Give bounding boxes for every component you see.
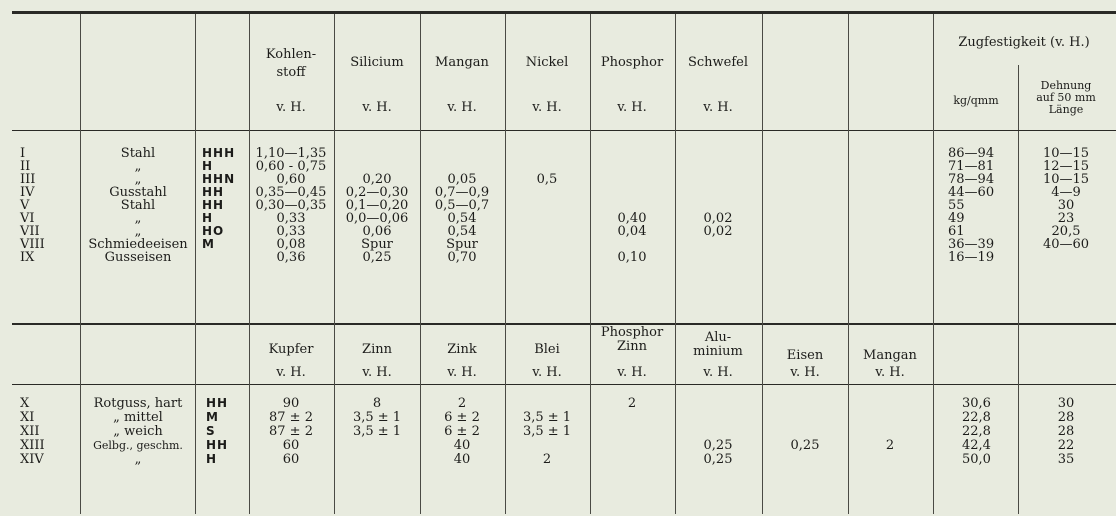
kohlenstoff-value: 1,10—1,35 [255,146,327,161]
header-eisen: Eisen [786,348,824,363]
phosphor-value: 0,40 [617,211,647,226]
header-mangan: Mangan [435,55,489,70]
zink-value: 6 ± 2 [444,410,480,425]
zugfestigkeit-value: 42,4 [962,438,991,453]
top-rule [12,11,1116,14]
row-number: XI [20,410,35,425]
material-name: „ [134,211,142,226]
silicium-value: 0,1—0,20 [345,198,409,213]
header-kohlenstoff: Kohlen- stoff [265,47,317,80]
unit-mangan: v. H. [447,100,477,115]
kohlenstoff-value: 0,36 [276,250,306,265]
aluminium-value: 0,25 [703,452,733,467]
dehnung-value: 35 [1057,452,1075,467]
silicium-value: 0,2—0,30 [345,185,409,200]
row-number: II [20,159,31,174]
unit-kgqmm: kg/qmm [953,94,999,107]
unit-kupfer: v. H. [276,365,306,380]
blei-value: 3,5 ± 1 [522,410,572,425]
silicium-value: Spur [361,237,393,252]
hardness-code: HH [206,438,229,452]
dehnung-value: 23 [1057,211,1075,226]
mangan-value: Spur [446,237,478,252]
kupfer-value: 87 ± 2 [269,424,313,439]
unit-phosphor: v. H. [617,100,647,115]
header2-rule [12,384,1116,385]
hardness-code: HH [202,185,225,199]
col-divider [420,14,421,514]
unit-zinn: v. H. [362,365,392,380]
zugfestigkeit-value: 16—19 [948,250,995,265]
row-number: III [20,172,36,187]
unit-phosphorzinn: v. H. [617,365,647,380]
col-divider [848,14,849,514]
mangan-value: 0,5—0,7 [434,198,490,213]
silicium-value: 0,20 [362,172,392,187]
material-name: Gelbg., geschm. [93,439,183,452]
zink-value: 40 [453,438,471,453]
dehnung-value: 10—15 [1042,172,1090,187]
zinn-value: 8 [372,396,382,411]
col-divider [195,14,196,514]
hardness-code: HHN [202,172,236,186]
row-number: VIII [20,237,45,252]
col-divider [762,14,763,514]
hardness-code: HH [206,396,229,410]
header-mangan2: Mangan [863,348,917,363]
material-name: „ [134,172,142,187]
row-number: XIV [20,452,44,467]
zugfestigkeit-value: 44—60 [948,185,995,200]
unit-eisen: v. H. [790,365,820,380]
phosphor-value: 0,10 [617,250,647,265]
blei-value: 2 [542,452,552,467]
unit-kohlenstoff: v. H. [276,100,306,115]
col-divider [933,14,934,514]
zink-value: 6 ± 2 [444,424,480,439]
zink-value: 40 [453,452,471,467]
material-name: Stahl [120,198,156,213]
material-name: „ [134,224,142,239]
mangan-value: 0,7—0,9 [434,185,490,200]
hardness-code: HH [202,198,225,212]
row-number: XIII [20,438,45,453]
kohlenstoff-value: 0,35—0,45 [255,185,327,200]
hardness-code: H [202,211,214,225]
silicium-value: 0,06 [362,224,392,239]
dehnung-value: 4—9 [1051,185,1081,200]
hardness-code: HHH [202,146,236,160]
header-nickel: Nickel [525,55,569,70]
dehnung-value: 20,5 [1051,224,1081,239]
header-zink: Zink [447,342,477,357]
hardness-code: M [202,237,215,251]
col-divider [675,14,676,514]
row-number: VII [20,224,40,239]
dehnung-value: 30 [1057,396,1075,411]
header-zugfestigkeit: Zugfestigkeit (v. H.) [958,35,1090,50]
kupfer-value: 90 [282,396,300,411]
dehnung-value: 12—15 [1042,159,1090,174]
header-phosphorzinn: Phosphor Zinn [600,325,664,354]
kohlenstoff-value: 0,30—0,35 [255,198,327,213]
row-number: IX [20,250,35,265]
unit-aluminium: v. H. [703,365,733,380]
zugfestigkeit-value: 30,6 [962,396,991,411]
zugfestigkeit-value: 36—39 [948,237,995,252]
header-phosphor: Phosphor [600,55,664,70]
schwefel-value: 0,02 [703,211,733,226]
row-number: IV [20,185,35,200]
mangan2-value: 2 [885,438,895,453]
unit-nickel: v. H. [532,100,562,115]
hardness-code: H [202,159,214,173]
phosphorzinn-value: 2 [627,396,637,411]
aluminium-value: 0,25 [703,438,733,453]
zugfestigkeit-value: 78—94 [948,172,995,187]
material-name: Gusstahl [109,185,167,200]
row-number: VI [20,211,35,226]
unit-zink: v. H. [447,365,477,380]
silicium-value: 0,0—0,06 [345,211,409,226]
col-divider [334,14,335,514]
schwefel-value: 0,02 [703,224,733,239]
header-silicium: Silicium [350,55,404,70]
dehnung-value: 10—15 [1042,146,1090,161]
zinn-value: 3,5 ± 1 [352,410,402,425]
row-number: I [20,146,26,161]
kohlenstoff-value: 0,08 [276,237,306,252]
mangan-value: 0,05 [447,172,477,187]
kohlenstoff-value: 0,33 [276,211,306,226]
material-name: Rotguss, hart [93,396,183,411]
dehnung-value: 40—60 [1042,237,1090,252]
eisen-value: 0,25 [790,438,820,453]
material-name: „ mittel [113,410,163,425]
kohlenstoff-value: 0,33 [276,224,306,239]
zugfestigkeit-value: 22,8 [962,410,991,425]
dehnung-value: 22 [1057,438,1075,453]
mangan-value: 0,70 [447,250,477,265]
nickel-value: 0,5 [536,172,558,187]
kohlenstoff-value: 0,60 [276,172,306,187]
dehnung-value: 30 [1057,198,1075,213]
zugfestigkeit-value: 22,8 [962,424,991,439]
dehnung-value: 28 [1057,424,1075,439]
zugfestigkeit-value: 86—94 [948,146,995,161]
phosphor-value: 0,04 [617,224,647,239]
kupfer-value: 87 ± 2 [269,410,313,425]
unit-silicium: v. H. [362,100,392,115]
unit-blei: v. H. [532,365,562,380]
mangan-value: 0,54 [447,211,477,226]
header-dehnung: Dehnung auf 50 mm Länge [1036,79,1096,116]
hardness-code: H [206,452,218,466]
header-zinn: Zinn [362,342,392,357]
col-divider [1018,65,1019,130]
material-name: Schmiedeeisen [88,237,188,252]
material-name: Stahl [120,146,156,161]
material-name: „ weich [113,424,163,439]
zugfestigkeit-value: 50,0 [962,452,991,467]
unit-mangan2: v. H. [875,365,905,380]
unit-schwefel: v. H. [703,100,733,115]
material-name: Gusseisen [104,250,172,265]
blei-value: 3,5 ± 1 [522,424,572,439]
col-divider [505,14,506,514]
material-name: „ [134,159,142,174]
col-divider [80,14,81,514]
header-kupfer: Kupfer [268,342,314,357]
header-aluminium: Alu- minium [693,330,743,359]
zinn-value: 3,5 ± 1 [352,424,402,439]
header-blei: Blei [534,342,560,357]
section-rule [12,323,1116,325]
col-divider [249,14,250,514]
kupfer-value: 60 [282,438,300,453]
mangan-value: 0,54 [447,224,477,239]
row-number: V [20,198,30,213]
header-rule [12,130,1116,131]
kohlenstoff-value: 0,60 - 0,75 [255,159,327,174]
col-divider [1018,131,1019,514]
header-schwefel: Schwefel [687,55,749,70]
hardness-code: HO [202,224,225,238]
hardness-code: S [206,424,216,438]
col-divider [590,14,591,514]
row-number: XII [20,424,40,439]
zink-value: 2 [457,396,467,411]
silicium-value: 0,25 [362,250,392,265]
row-number: X [20,396,30,411]
kupfer-value: 60 [282,452,300,467]
dehnung-value: 28 [1057,410,1075,425]
zugfestigkeit-value: 61 [948,224,965,239]
zugfestigkeit-value: 55 [948,198,965,213]
material-name: „ [134,452,142,467]
hardness-code: M [206,410,219,424]
zugfestigkeit-value: 49 [948,211,965,226]
zugfestigkeit-value: 71—81 [948,159,995,174]
